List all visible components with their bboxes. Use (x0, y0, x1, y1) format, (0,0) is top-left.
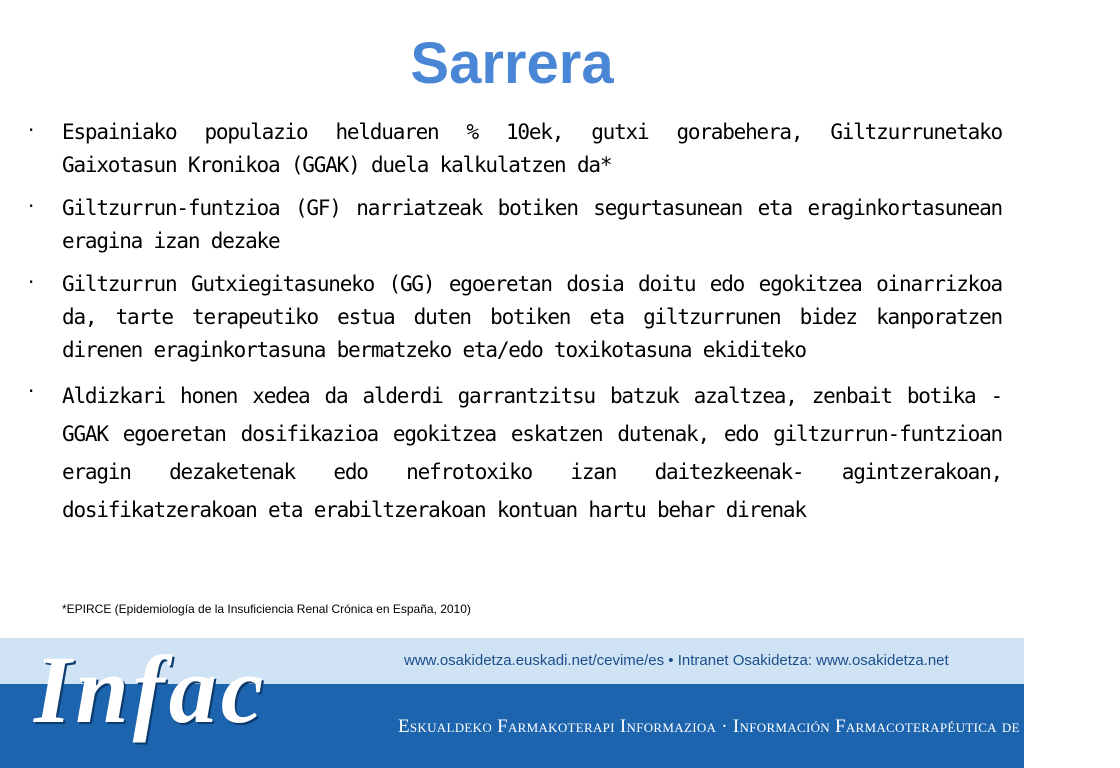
footnote: *EPIRCE (Epidemiología de la Insuficiencia Renal Crónica en España, 2010) (62, 602, 471, 616)
bullet-list (22, 116, 1002, 539)
footer-tagline: Eskualdeko Farmakoterapi Informazioa · Información Farmacoterapéutica de la Comarca (398, 716, 1120, 737)
bullet-text: Giltzurrun Gutxiegitasuneko (GG) egoeretan dosia doitu edo egokitzea oinarrizkoa da, tarte terapeutiko estua duten botiken eta giltzurrunen bidez kanporatzen direnen eraginkortasuna bermatzeko eta/edo toxikotasuna ekiditeko (62, 272, 1002, 362)
bullet-text: Giltzurrun-funtzioa (GF) narriatzeak botiken segurtasunean eta eraginkortasunean eragina izan dezake (62, 196, 1002, 253)
bullet-item (22, 377, 1002, 529)
bullet-text: Espainiako populazio helduaren % 10ek, gutxi gorabehera, Giltzurrunetako Gaixotasun Kronikoa (GGAK) duela kalkulatzen da* (62, 120, 1002, 177)
footer-urls: www.osakidetza.euskadi.net/cevime/es • Intranet Osakidetza: www.osakidetza.net (404, 652, 949, 669)
bullet-item (22, 192, 1002, 258)
infac-logo: Infac (34, 636, 268, 743)
bullet-marker: · (28, 270, 35, 294)
footer-banner (0, 636, 1120, 768)
bullet-item (22, 268, 1002, 367)
bullet-text: Aldizkari honen xedea da alderdi garrantzitsu batzuk azaltzea, zenbait botika -GGAK egoeretan dosifikazioa egokitzea eskatzen dutenak, edo giltzurrun-funtzioan eragin dezaketenak edo nefrotoxiko izan daitezkeenak- agintzerakoan, dosifikatzerakoan eta erabiltzerakoan kontuan hartu behar direnak (62, 384, 1002, 522)
bullet-item (22, 116, 1002, 182)
slide-title: Sarrera (410, 31, 614, 96)
bullet-marker: · (28, 194, 35, 218)
bullet-marker: · (28, 118, 35, 142)
bullet-marker: · (28, 379, 35, 403)
